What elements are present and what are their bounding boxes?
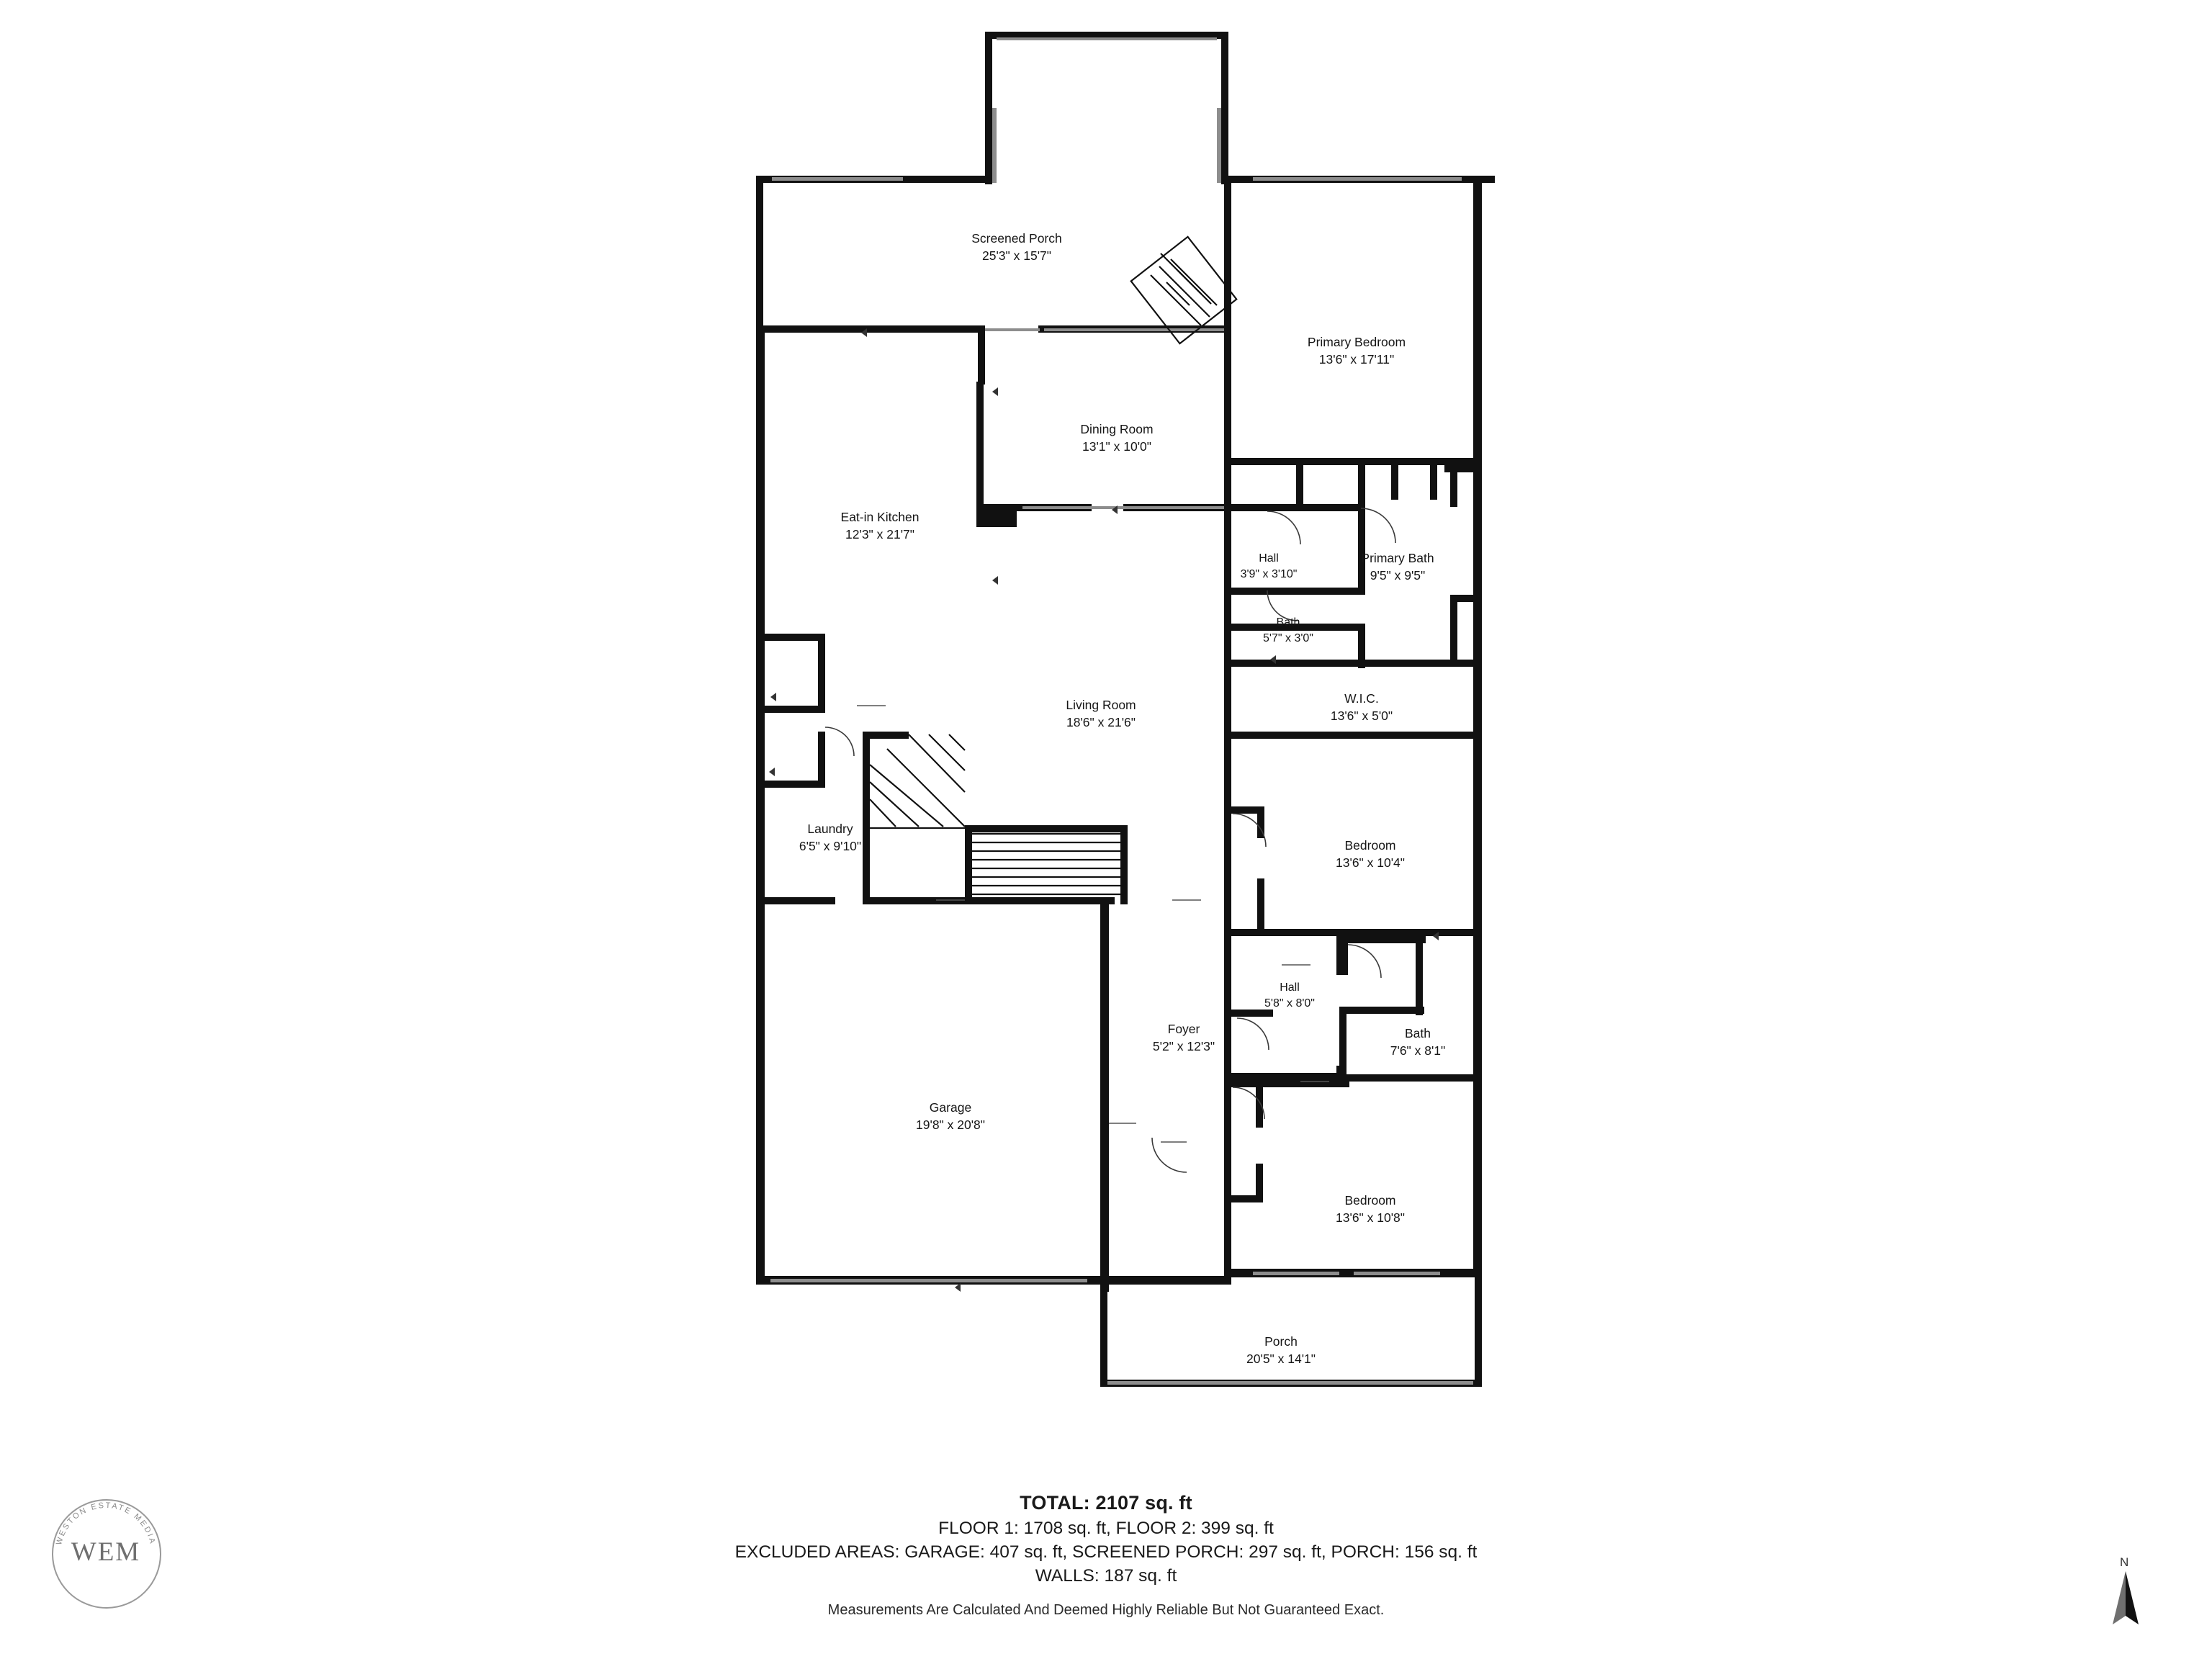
room-dimensions: 20'5" x 14'1" xyxy=(1246,1351,1316,1366)
room-name: Bedroom xyxy=(1344,1193,1396,1208)
room-name: Dining Room xyxy=(1080,422,1154,436)
room-name: W.I.C. xyxy=(1344,691,1379,706)
room-dimensions: 12'3" x 21'7" xyxy=(845,526,914,541)
room-dimensions: 5'8" x 8'0" xyxy=(1264,997,1315,1010)
room-dimensions: 13'6" x 17'11" xyxy=(1318,351,1395,367)
room-label-bedroom-2 xyxy=(1336,837,1405,871)
room-label-wic xyxy=(1331,691,1393,724)
area-summary xyxy=(0,1492,2212,1619)
room-label-primary-bath xyxy=(1361,550,1434,584)
room-label-living-room xyxy=(1066,697,1136,731)
room-name: Bath xyxy=(1404,1026,1431,1040)
room-dimensions: 18'6" x 21'6" xyxy=(1066,714,1136,729)
room-name: Porch xyxy=(1264,1334,1298,1349)
room-name: Laundry xyxy=(807,822,853,836)
room-label-dining-room xyxy=(1080,421,1153,455)
room-dimensions: 6'5" x 9'10" xyxy=(799,838,862,853)
room-label-primary-bedroom xyxy=(1308,334,1406,368)
brand-logo xyxy=(45,1492,167,1614)
room-name: Primary Bedroom xyxy=(1307,335,1406,349)
room-label-eat-in-kitchen xyxy=(841,509,920,543)
room-dimensions: 9'5" x 9'5" xyxy=(1370,567,1426,583)
room-label-laundry xyxy=(799,821,861,855)
floor-breakdown: FLOOR 1: 1708 sq. ft, FLOOR 2: 399 sq. ft xyxy=(938,1519,1274,1538)
room-label-bath-hall xyxy=(1263,615,1313,646)
room-name: Garage xyxy=(929,1100,972,1115)
room-name: Hall xyxy=(1259,552,1279,565)
room-label-hall-primary xyxy=(1241,551,1298,582)
room-dimensions: 13'1" x 10'0" xyxy=(1082,439,1151,454)
walls-area: WALLS: 187 sq. ft xyxy=(1035,1566,1177,1586)
room-label-bedroom-3 xyxy=(1336,1192,1405,1226)
compass-north-label: N xyxy=(2120,1555,2129,1569)
room-name: Foyer xyxy=(1167,1022,1200,1036)
room-label-garage xyxy=(916,1100,985,1133)
room-dimensions: 25'3" x 15'7" xyxy=(982,248,1051,263)
compass xyxy=(2094,1555,2159,1642)
room-name: Bedroom xyxy=(1344,838,1396,853)
room-name: Bath xyxy=(1276,616,1300,629)
logo-arc-label: WESTON ESTATE MEDIA xyxy=(54,1501,157,1547)
room-name: Hall xyxy=(1280,981,1300,994)
room-dimensions: 13'6" x 10'4" xyxy=(1336,855,1405,870)
room-name: Living Room xyxy=(1066,698,1136,712)
room-name: Screened Porch xyxy=(971,231,1062,246)
room-dimensions: 5'2" x 12'3" xyxy=(1152,1038,1215,1053)
room-dimensions: 3'9" x 3'10" xyxy=(1240,567,1298,580)
room-name: Eat-in Kitchen xyxy=(840,510,920,524)
room-dimensions: 13'6" x 5'0" xyxy=(1330,708,1393,723)
excluded-areas: EXCLUDED AREAS: GARAGE: 407 sq. ft, SCREENED PORCH: 297 sq. ft, PORCH: 156 sq. ft xyxy=(734,1542,1478,1562)
logo-wordmark: WEM xyxy=(71,1537,141,1567)
room-label-bath-2 xyxy=(1390,1025,1446,1059)
room-dimensions: 5'7" x 3'0" xyxy=(1263,631,1313,644)
room-label-porch xyxy=(1246,1334,1316,1367)
room-label-screened-porch xyxy=(971,230,1062,264)
total-area: TOTAL: 2107 sq. ft xyxy=(1020,1492,1192,1514)
room-label-hall-bedrooms xyxy=(1264,980,1315,1011)
room-dimensions: 13'6" x 10'8" xyxy=(1336,1210,1405,1225)
room-dimensions: 7'6" x 8'1" xyxy=(1390,1043,1446,1058)
disclaimer-text: Measurements Are Calculated And Deemed Highly Reliable But Not Guaranteed Exact. xyxy=(827,1602,1385,1618)
room-dimensions: 19'8" x 20'8" xyxy=(916,1117,985,1132)
room-label-foyer xyxy=(1153,1021,1215,1055)
room-name: Primary Bath xyxy=(1361,551,1434,565)
